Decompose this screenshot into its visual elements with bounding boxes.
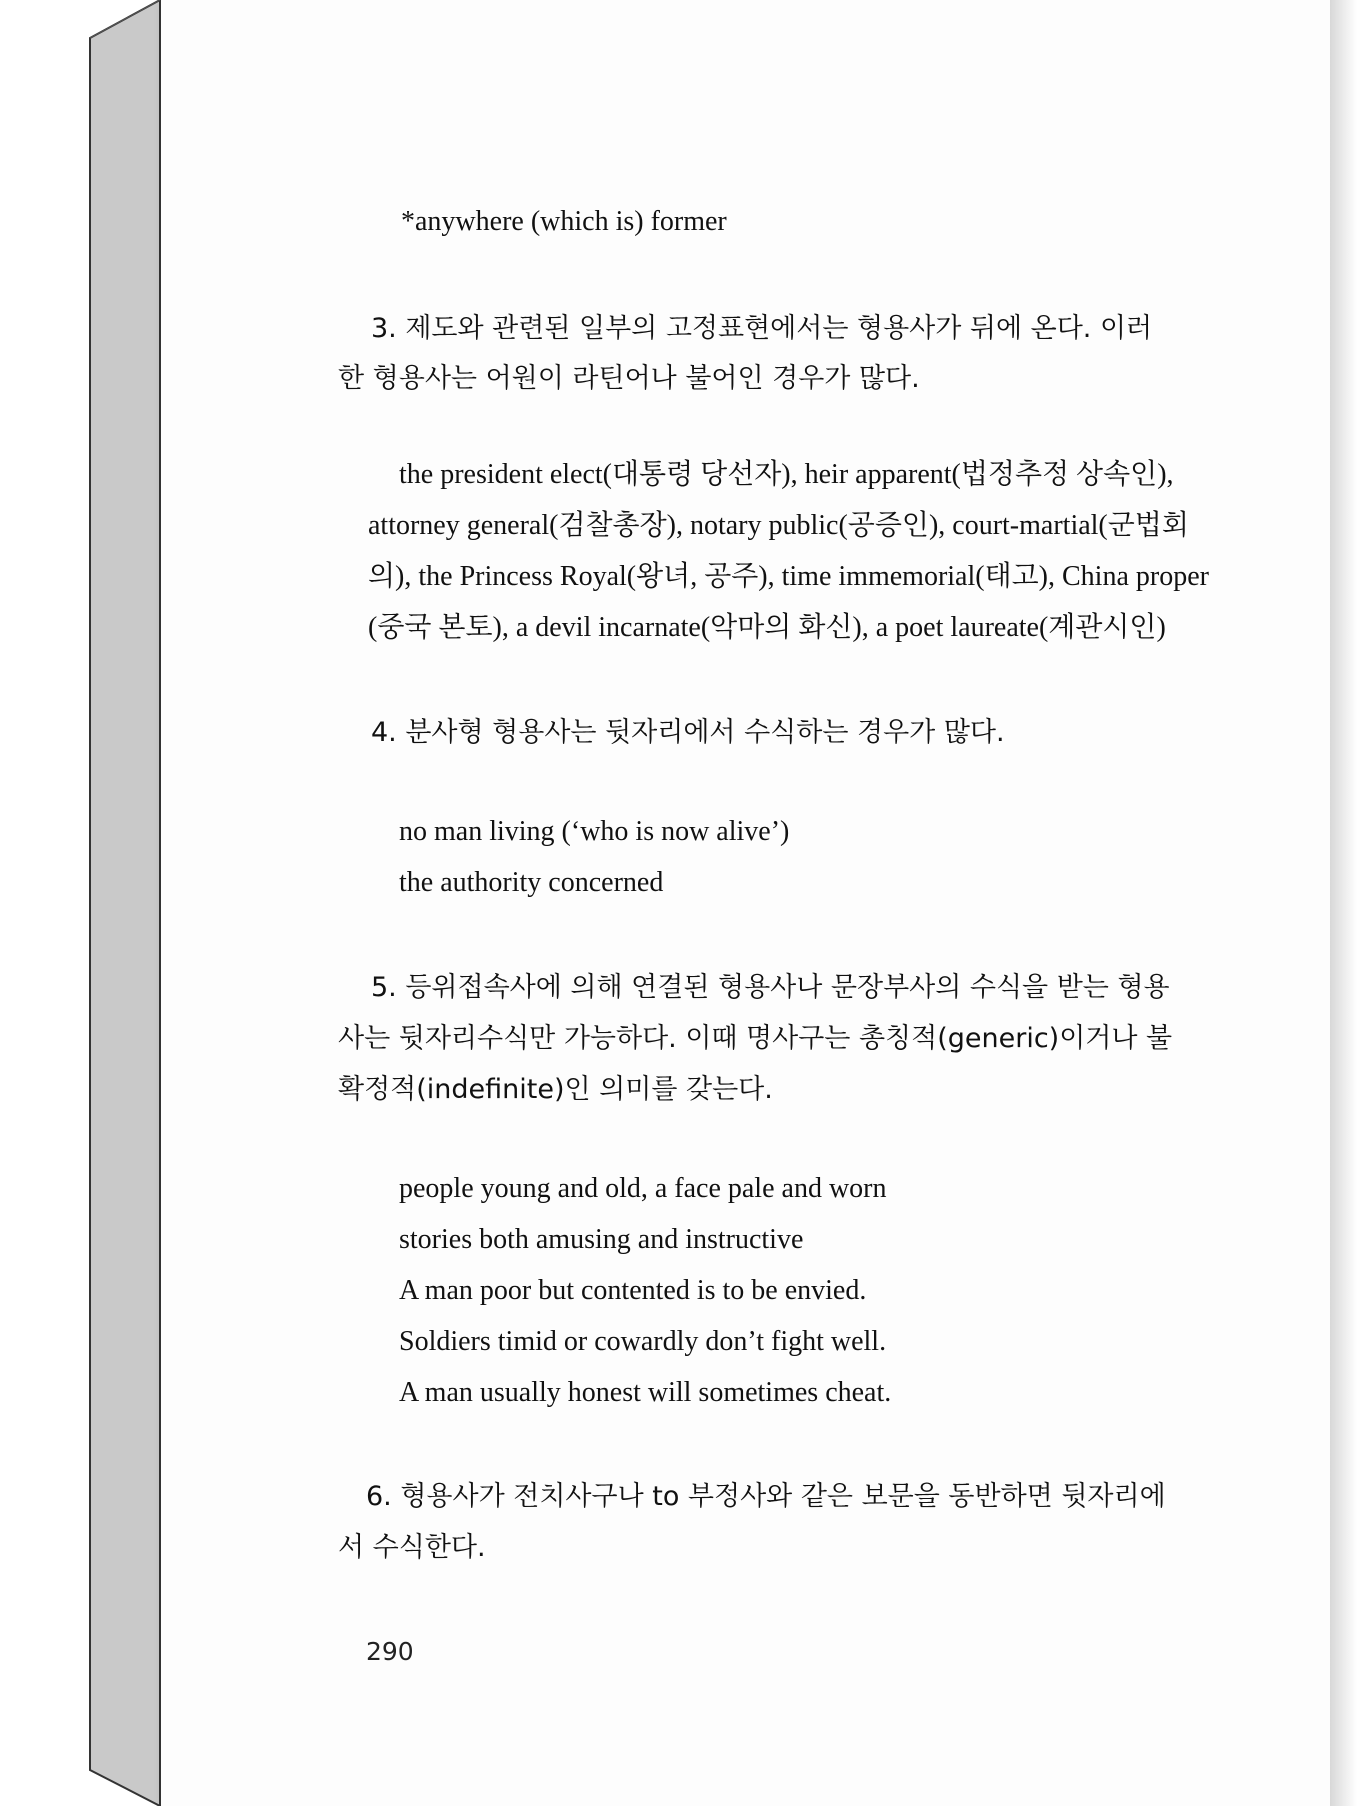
text-line: 서 수식한다. xyxy=(338,1532,486,1563)
book-page xyxy=(160,0,1331,1806)
example-line: the authority concerned xyxy=(399,867,664,898)
section-5-heading: 5. 등위접속사에 의해 연결된 형용사나 문장부사의 수식을 받는 형용 xyxy=(371,972,1170,1003)
example-line: A man poor but contented is to be envied. xyxy=(399,1275,867,1306)
example-line: (중국 본토), a devil incarnate(악마의 화신), a poet laureate(계관시인) xyxy=(368,612,1166,643)
text-line: 사는 뒷자리수식만 가능하다. 이때 명사구는 총칭적(generic)이거나 불 xyxy=(338,1023,1173,1054)
example-line: A man usually honest will sometimes cheat. xyxy=(399,1377,892,1408)
page-number: 290 xyxy=(366,1637,414,1666)
page-edge-shadow xyxy=(1330,0,1357,1806)
example-line: the president elect(대통령 당선자), heir apparent(법정추정 상속인), xyxy=(399,459,1174,490)
section-6-heading: 6. 형용사가 전치사구나 to 부정사와 같은 보문을 동반하면 뒷자리에 xyxy=(366,1481,1166,1512)
text-line: *anywhere (which is) former xyxy=(401,206,727,237)
example-line: no man living (‘who is now alive’) xyxy=(399,816,790,847)
example-line: 의), the Princess Royal(왕녀, 공주), time immemorial(태고), China proper xyxy=(368,561,1209,592)
example-line: people young and old, a face pale and worn xyxy=(399,1173,887,1204)
section-4-heading: 4. 분사형 형용사는 뒷자리에서 수식하는 경우가 많다. xyxy=(371,717,1005,748)
section-3-heading: 3. 제도와 관련된 일부의 고정표현에서는 형용사가 뒤에 온다. 이러 xyxy=(371,313,1153,344)
text-line: 확정적(indefinite)인 의미를 갖는다. xyxy=(338,1074,773,1105)
text-line: 한 형용사는 어원이 라틴어나 불어인 경우가 많다. xyxy=(338,363,920,394)
example-line: stories both amusing and instructive xyxy=(399,1224,804,1255)
example-line: Soldiers timid or cowardly don’t fight well. xyxy=(399,1326,887,1357)
example-line: attorney general(검찰총장), notary public(공증인), court-martial(군법회 xyxy=(368,510,1189,541)
